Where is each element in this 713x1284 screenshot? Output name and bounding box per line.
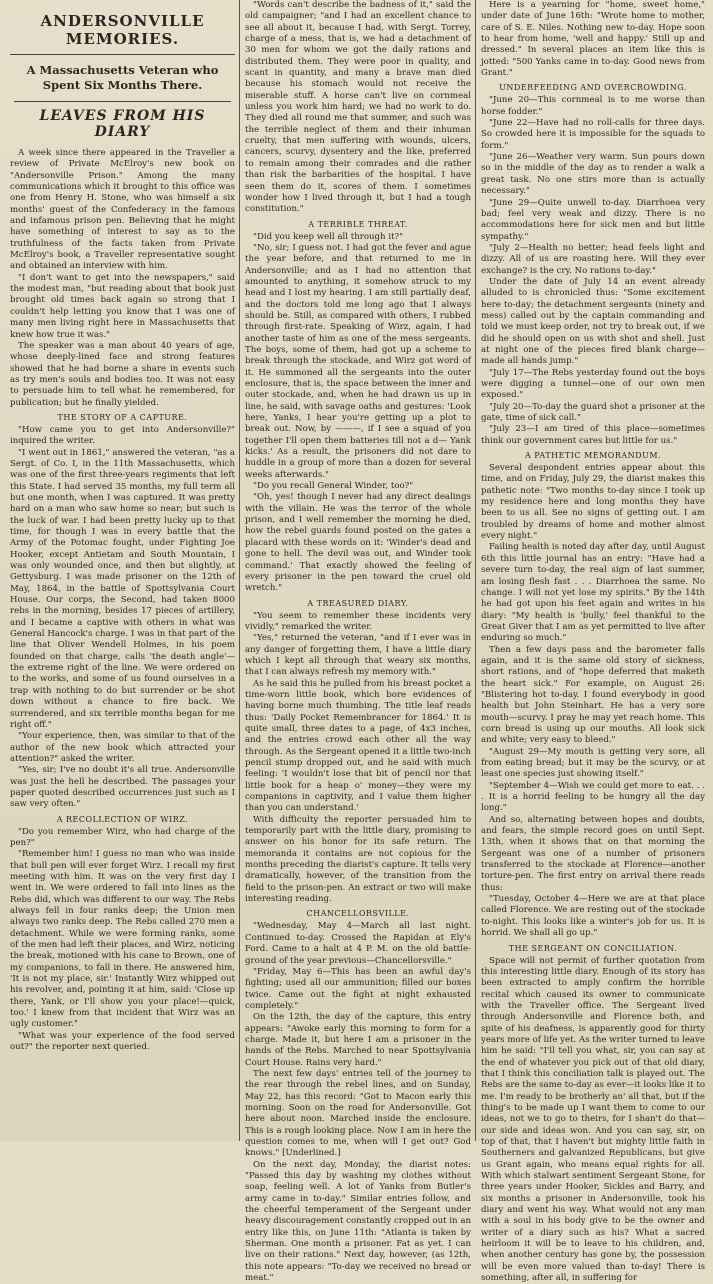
section-heading: A RECOLLECTION OF WIRZ. <box>10 815 235 824</box>
paragraph: "June 29—Quite unwell to-day. Diarrhoea very bad; feel very weak and dizzy. There is no accommodations here for sick men and but little sympathy." <box>481 198 705 243</box>
paragraph: "Tuesday, October 4—Here we are at that place called Florence. We are resting out of the stockade to-night. This looks like a winter's job for us. It is horrid. We shall all go up." <box>481 894 705 939</box>
paragraph: On the next day, Monday, the diarist notes: "Passed this day by washing my clothes without soap, feeling well. A lot of Yanks from Butler's army came in to-day." Similar entries follow, and the cheerful temperament of the Sergeant under heavy discouragement constantly cropped out in an entry like this, on June 11th: "Atlanta is taken by Sherman. One month a prisoner. Fat as yet. I can live on their rations." Next day, however, (as 12th, this note appears: "To-day we received no bread or meat." <box>245 1160 471 1284</box>
paragraph: The speaker was a man about 40 years of age, whose deeply-lined face and strong features showed that he had borne a share in events such as try men's souls and bodies too. It was not easy to persuade him to tell what he remembered, for publication; but he finally yielded. <box>10 341 235 409</box>
column-rule-left <box>239 0 240 1141</box>
paragraph: The next few days' entries tell of the journey to the rear through the rebel lines, and on Sunday, May 22, has this record: "Got to Macon early this morning. Soon on the road for Andersonville. Got here about noon. Marched inside the enclosure. This is a rough looking place. Now I am in here the question comes to me, when will I get out? God knows." [Underlined.] <box>245 1069 471 1160</box>
paragraph: Failing health is noted day after day, until August 6th this little journal has an entry: "Have had a severe turn to-day, the real sign of last summer, am losing flesh fast . . . Diarrhoea the same. No change. I will not yet lose my spirits." By the 14th he had got upon his feet again and writes in his diary: "My health is 'bully,' feel thankful to the Great Giver that I am as yet permitted to live after enduring so much." <box>481 542 705 644</box>
paragraph: "Do you recall General Winder, too?" <box>245 481 471 492</box>
section-heading: CHANCELLORSVILLE. <box>245 909 471 918</box>
paragraph: "June 20—This cornmeal is to me worse than horse fodder." <box>481 95 705 118</box>
paragraph: "September 4—Wish we could get more to eat. . . . It is a horrid feeling to be hungry all the day long." <box>481 781 705 815</box>
section-heading: A PATHETIC MEMORANDUM. <box>481 451 705 460</box>
paragraph: "July 17—The Rebs yesterday found out the boys were digging a tunnel—one of our own men exposed." <box>481 368 705 402</box>
section-heading: THE STORY OF A CAPTURE. <box>10 413 235 422</box>
paragraph: "Oh, yes! though I never had any direct dealings with the villain. He was the terror of the whole prison, and I well remember the morning he died, how the rebel guards found posted on the gates a placard with these words on it: 'Winder's dead and gone to hell. The devil was out, and Winder took command.' That exactly showed the feeling of every prisoner in the pen toward the cruel old wretch." <box>245 492 471 594</box>
article-deck: A Massachusetts Veteran who Spent Six Months There. <box>14 63 231 102</box>
paragraph: "I went out in 1861," answered the veteran, "as a Sergt. of Co. I, in the 11th Massachusetts, which was one of the first three-years regiments that left this State. I had served 35 months, my full term all but one month, when I was captured. It was pretty hard on a man who saw home so near; but such is the luck of war. I had been pretty lucky up to that time, for though I was in every battle that the Army of the Potomac fought, under Fighting Joe Hooker, except Antietam and South Mountain, I was only wounded once, and then but slightly, at Gettysburg. I was made prisoner on the 12th of May, 1864, in the battle of Spottsylvania Court House. Our corps, the Second, had taken 8000 rebs in the morning, besides 17 pieces of artillery, and I became a captive with others in what was General Hancock's charge. I was in that part of the line that Oliver Wendell Holmes, in his poem founded on that charge, calls 'the death angle'—the extreme right of the line. We were ordered on to the works, and some of us found ourselves in a trap with nothing to do but surrender or be shot down without a chance to fire back. We surrendered, and six terrible months began for me right off." <box>10 448 235 732</box>
paragraph: "August 29—My mouth is getting very sore, all from eating bread; but it may be the scurvy, or at least one species just showing itself." <box>481 747 705 781</box>
paragraph: "June 22—Have had no roll-calls for three days. So crowded here it is impossible for the squads to form." <box>481 118 705 152</box>
paragraph: "What was your experience of the food served out?" the reporter next queried. <box>10 1031 235 1054</box>
paragraph: And so, alternating between hopes and doubts, and fears, the simple record goes on until Sept. 13th, when it shows that on that morning the Sergeant was one of a number of prisoners transferred to the stockade at Florence—another torture-pen. The first entry on arrival there reads thus: <box>481 815 705 894</box>
paragraph: "July 20—To-day the guard shot a prisoner at the gate, time of sick call." <box>481 402 705 425</box>
paragraph: "Yes, sir; I've no doubt it's all true. Andersonville was just the hell he described. The passages your paper quoted described occurrences just such as I saw very often." <box>10 765 235 810</box>
paragraph: Space will not permit of further quotation from this interesting little diary. Enough of its story has been extracted to amply confirm the horrible recital which caused its owner to communicate with the Traveller office. The Sergeant lived through Andersonville and Florence both, and spite of his deafness, is apparently good for thirty years more of life yet. As the writer turned to leave him he said: "I'll tell you what, sir, you can say at the end of whatever you pick out of that old diary, that I think this conciliation talk is played out. The Rebs are the same to-day as ever—it looks like it to me. I'm ready to be brotherly an' all that, but if the thing's to be made up I want them to come to our ideas, not we to go to theirs, for I shan't do that—our side and ideas won. And you can say, sir, on top of that, that I haven't but mighty little faith in Southerners and galvanized Republicans, but give us Grant again, who means equal rights for all. With which stalwart sentiment Sergeant Stone, for three years under Hooker, Sickles and Barry, and six months a prisoner in Andersonville, took his diary and went his way. What would not any man with a soul in his body give to be the owner and writer of a diary such as his? What a sacred heirloom it will be to leave to his children, and, when another century has gone by, the possession will be even more valued than to-day! There is something, after all, in suffering for <box>481 956 705 1284</box>
article-banner: LEAVES FROM HIS DIARY <box>10 108 235 140</box>
paragraph: As he said this he pulled from his breast pocket a time-worn little book, which bore evidences of having borne much thumbing. The title leaf reads thus: 'Daily Pocket Remembrancer for 1864.' It is quite small, three dates to a page, of 4x3 inches, and the entries crowd each other all the way through. As the Sergeant opened it a little two-inch pencil stump dropped out, and he said with much feeling: 'I wouldn't lose that bit of pencil nor that little book for a heap o' money—they were my companions in captivity, and I value them higher than you can understand.' <box>245 679 471 815</box>
paragraph: Under the date of July 14 an event already alluded to is chronicled thus: "Some excitement here to-day; the detachment sergeants (ninety and mess) called out by the captain commanding and told we must keep order, not try to break out, if we did he should open on us with shot and shell. Just at night one of the pieces fired blank charge—made all hands jump." <box>481 277 705 368</box>
section-heading: UNDERFEEDING AND OVERCROWDING. <box>481 83 705 92</box>
paragraph: "July 23—I am tired of this place—sometimes think our government cares but little for us." <box>481 424 705 447</box>
section-heading: THE SERGEANT ON CONCILIATION. <box>481 944 705 953</box>
paragraph: "June 26—Weather very warm. Sun pours down so in the middle of the day as to render a walk a great task. No one stirs more than is actually necessary." <box>481 152 705 197</box>
paragraph: "I don't want to get into the newspapers," said the modest man, "but reading about that book just brought old times back again so strong that I couldn't help letting you know that I was one of many men living right here in Massachusetts that knew how true it was." <box>10 273 235 341</box>
paragraph: "Friday, May 6—This has been an awful day's fighting; used all our ammunition; filled our boxes twice. Came out the fight at night exhausted completely." <box>245 967 471 1012</box>
paragraph: "Yes," returned the veteran, "and if I ever was in any danger of forgetting them, I have a little diary which I kept all through that weary six months, that I can always refresh my memory with." <box>245 633 471 678</box>
paragraph: "July 2—Health no better; head feels light and dizzy. All of us are roasting here. Will they ever exchange? is the cry. No rations to-day." <box>481 243 705 277</box>
paragraph: With difficulty the reporter persuaded him to temporarily part with the little diary, promising to answer on his honor for its safe return. The memoranda it contains are not copious for the months preceding the diarist's capture. It tells very dramatically, however, of the transition from the field to the prison-pen. An extract or two will make interesting reading. <box>245 815 471 906</box>
paragraph: "Your experience, then, was similar to that of the author of the new book which attracted your attention?" asked the writer. <box>10 731 235 765</box>
paragraph: "Remember him! I guess no man who was inside that bull pen will ever forget Wirz. I recall my first meeting with him. It was on the very first day I went in. We were ordered to fall into lines as the Rebs did, which was different to our way. The Rebs always fell in four ranks deep; the Union men always two ranks deep. The Rebs called 270 men a detachment. While we were forming ranks, some of the men had left their places, and Wirz, noticing the break, motioned with his cane to Brown, one of my companions, to fall in there. He answered him, 'It is not my place, sir.' Instantly Wirz whipped out his revolver, and, pointing it at him, said: 'Close up there, Yank, or I'll show you your place!—quick, too.' I knew from that incident that Wirz was an ugly customer." <box>10 849 235 1031</box>
paragraph: "No, sir; I guess not. I had got the fever and ague the year before, and that returned to me in Andersonville; and as I had no attention that amounted to anything, it somehow struck to my head and I lost my hearing. I am still partially deaf, and the doctors told me long ago that I always should be. Still, as compared with others, I rubbed through first-rate. Speaking of Wirz, again, I had another taste of him as one of the mess sergeants. The boys, some of them, had got up a scheme to break through the stockade, and Wirz got word of it. He summoned all the sergeants into the outer enclosure, that is, the space between the inner and outer stockade, and, when he had drawn us up in line, he said, with savage oaths and gestures: 'Look here, Yanks, I hear you're getting up a plot to break out. Now, by ———, if I see a squad of you together I'll open them batteries till not a d— Yank kicks.' As a result, the prisoners did not dare to huddle in a group of more than a dozen for several weeks afterwards." <box>245 243 471 481</box>
paragraph: "Words can't describe the badness of it," said the old campaigner; "and I had an excellent chance to see all about it, because I had, with Sergt. Torrey, charge of a mess, that is, we had a detachment of 30 men for whom we got the daily rations and distributed them. They were poor in quality, and scant in quantity, and many a brave man died because his stomach would not receive the miserable stuff. A horse can't live on cornmeal unless you work him hard; we had no work to do. They died all round me that summer, and such was the terrible neglect of them and their inhuman cruelty, that men suffering with wounds, ulcers, cancers, scurvy, dysentery and the like, preferred to remain among their comrades and die rather than risk the barbarities of the hospital. I have seen them do it, scores of them. I sometimes wonder how I lived through it, but I had a tough constitution." <box>245 0 471 216</box>
paragraph: "Do you remember Wirz, who had charge of the pen?" <box>10 827 235 850</box>
paragraph: Here is a yearning for "home, sweet home," under date of June 16th: "Wrote home to mother, care of S. E. Niles. Nothing new to-day. Hope soon to hear from home, 'well and happy.' Still up and dressed." In several places an item like this is jotted: "500 Yanks came in to-day. Good news from Grant." <box>481 0 705 79</box>
section-heading: A TREASURED DIARY. <box>245 599 471 608</box>
paragraph: On the 12th, the day of the capture, this entry appears: "Awoke early this morning to form for a charge. Made it, but here I am a prisoner in the hands of the Rebs. Marched to near Spottsylvania Court House. Rains very hard." <box>245 1012 471 1069</box>
paragraph: Several despondent entries appear about this time, and on Friday, July 29, the diarist makes this pathetic note: "Two months to-day since I took up my residence here and long months they have been to us all. See no signs of getting out. I am troubled by dreams of home and mother almost every night." <box>481 463 705 542</box>
column-3 <box>477 0 709 1141</box>
section-heading: A TERRIBLE THREAT. <box>245 220 471 229</box>
column-1 <box>6 0 239 1141</box>
paragraph: "How came you to get into Andersonville?" inquired the writer. <box>10 425 235 448</box>
article-masthead: ANDERSONVILLE MEMORIES. <box>10 12 235 55</box>
paragraph: "Wednesday, May 4—March all last night. Continued to-day. Crossed the Rapidan at Ely's Ford. Came to a halt at 4 P. M. on the old battle-ground of the year previous—Chancellorsville." <box>245 921 471 966</box>
paragraph: "You seem to remember these incidents very vividly," remarked the writer. <box>245 611 471 634</box>
paragraph: Then a few days pass and the barometer falls again, and it is the same old story of sickness, short rations, and of "hope deferred that maketh the heart sick." For example, on August 26: "Blistering hot to-day. I found everybody in good health but John Steinhart. He has a very sore mouth—scurvy. I pray he may yet reach home. This corn bread is using up our mouths. All look sick and white; very easy to bleed." <box>481 645 705 747</box>
column-rule-right <box>475 0 476 1141</box>
paragraph: A week since there appeared in the Traveller a review of Private McElroy's new book on "Andersonville Prison." Among the many communications which it brought to this office was one from Henry H. Stone, who was himself a six months' guest of the Confederacy in the famous and infamous prison pen. Believing that he might have something of interest to say as to the truthfulness of the facts taken from Private McElroy's book, a Traveller representative sought and obtained an interview with him. <box>10 148 235 273</box>
column-2 <box>241 0 475 1141</box>
paragraph: "Did you keep well all through it?" <box>245 232 471 243</box>
